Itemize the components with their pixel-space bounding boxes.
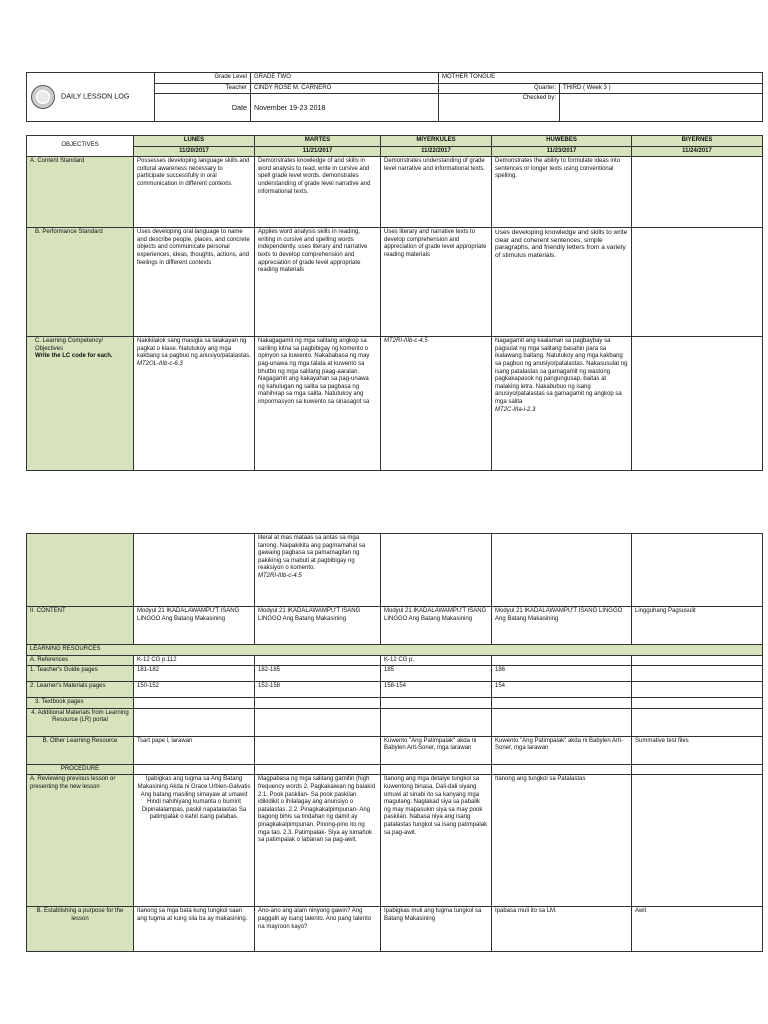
day-date: 11/20/2017 <box>134 146 255 157</box>
procedure-cell <box>381 764 492 775</box>
date-label: Date <box>155 94 251 122</box>
purpose-label: B. Establishing a purpose for the lesson <box>27 907 134 952</box>
other-resources-cell: Kuwento "Ang Patimpalak" akda ni Babylen Arit-Soner, mga larawan <box>381 736 492 764</box>
textbook-cell <box>381 698 492 709</box>
teachers-guide-cell: 182-185 <box>255 666 381 682</box>
day-date: 11/23/2017 <box>492 146 632 157</box>
grade-level-label: Grade Level <box>155 73 251 84</box>
references-label: A. References <box>27 655 134 666</box>
purpose-cell: Ano-ano ang alam ninyong gawin? Ang paggalit ay isang talento. Ano pang talento na mayroon kayo? <box>255 907 381 952</box>
competency-cell <box>492 337 632 471</box>
content-cell: Modyul 21 IKADALAWAMPU'T ISANG LINGGO Ang Batang Makasining <box>381 607 492 645</box>
checked-by-value <box>560 94 763 122</box>
review-cell <box>632 775 763 907</box>
day-date: 11/24/2017 <box>632 146 763 157</box>
content-standard-cell: Demonstrates understanding of grade level narrative and informational texts. <box>381 157 492 228</box>
other-resources-cell <box>255 736 381 764</box>
competency-code: MT2C-IIIa-i-2.3 <box>495 406 536 413</box>
continued-label <box>27 534 134 607</box>
textbook-cell <box>134 698 255 709</box>
continued-cell <box>492 534 632 607</box>
performance-standard-cell: Uses literary and narrative texts to develop comprehension and appreciation of grade level appropriate reading materials <box>381 228 492 337</box>
references-cell: K-12 CG p. <box>381 655 492 666</box>
competency-code: MT2RI-IIIb-c-4.5 <box>384 338 428 345</box>
content-cell: Modyul 21 IKADALAWAMPU'T ISANG LINGGO Ang Batang Makasining <box>492 607 632 645</box>
other-resources-cell: Summative test files <box>632 736 763 764</box>
teacher-value: CINDY ROSE M. CARNERO <box>251 83 439 94</box>
competency-text: Nagagamit ang kaalaman sa pagbaybay sa pagsulat ng mga salitang basahin para sa ikalawang baitang. Natutukoy ang mga kakbang sa pagbuo ng anusiyo/patalastas. Nakasusulat ng isang patalastas sa gamagamit ng wastong pagkakapasok ng pangungusap, baitas at malaking letra. Nakabubuo ng isang anusiyo/patalastas sa gamagamit ng angkop sa mga salita <box>495 338 628 405</box>
learners-materials-cell: 152-158 <box>255 682 381 698</box>
teachers-guide-label: 1. Teacher's Guide pages <box>27 666 134 682</box>
grade-level-value: GRADE TWO <box>251 73 439 84</box>
competency-cell <box>381 337 492 471</box>
additional-materials-cell <box>632 708 763 736</box>
content-standard-label: A. Content Standard <box>27 157 134 228</box>
date-value: November 19-23 2018 <box>251 94 439 122</box>
continued-code: MT2RI-IIIb-c-4.5 <box>258 572 302 579</box>
performance-standard-cell <box>632 228 763 337</box>
competency-cell <box>255 337 381 471</box>
header-table <box>26 72 763 122</box>
additional-materials-label: 4. Additional Materials from Learning Resource (LR) portal <box>27 708 134 736</box>
learners-materials-cell: 150-152 <box>134 682 255 698</box>
objectives-heading: OBJECTIVES <box>27 136 134 157</box>
learners-materials-cell <box>632 682 763 698</box>
day-header: MIYERKULES <box>381 136 492 147</box>
continued-cell <box>134 534 255 607</box>
procedure-heading: PROCEDURE <box>27 764 134 775</box>
learning-resources-heading: LEARNING RESOURCES <box>27 645 763 656</box>
additional-materials-cell <box>381 708 492 736</box>
checked-by-label: Checked by: <box>439 94 560 122</box>
references-cell <box>255 655 381 666</box>
references-cell <box>632 655 763 666</box>
additional-materials-cell <box>492 708 632 736</box>
quarter-value: THIRD ( Week 3 ) <box>560 83 763 94</box>
day-header: HUWEBES <box>492 136 632 147</box>
day-header: BIYERNES <box>632 136 763 147</box>
review-cell: Itanong ang tungkol sa Patalastas <box>492 775 632 907</box>
logo-title: DAILY LESSON LOG <box>61 91 130 101</box>
purpose-cell: Awit <box>632 907 763 952</box>
performance-standard-label: B. Performance Standard <box>27 228 134 337</box>
procedure-cell <box>632 764 763 775</box>
procedure-cell <box>134 764 255 775</box>
other-resources-label: B. Other Learning Resource <box>27 736 134 764</box>
performance-standard-cell: Uses developing knowledge and skills to write clear and coherent sentences, simple paragraphs, and friendly letters from a variety of stimulus materials. <box>492 228 632 337</box>
purpose-cell: Ipabigkas muli ang tugma tungkol sa Batang Makasining <box>381 907 492 952</box>
other-resources-cell: Tsart pape l, larawan <box>134 736 255 764</box>
competency-code: MT2OL-IIIb-c-6.3 <box>137 360 183 367</box>
competency-text: Nakagagamit ng mga salitang angkop sa sariling kitna sa pagbibigay ng komento o opinyon sa kuwento. Nakababasa ng may pag-unawa ng mga talata at kuwento sa bhutbo ng mga salitang paag-aaralan. Nagagamit ang kakayahan sa pag-unawa ng kahulugan ng salita sa pagbasa ng mahihirap sa mga salita. Natutukoy ang impormasyon sa kuwento sa sinasagot sa <box>258 338 370 405</box>
teachers-guide-cell: 181-182 <box>134 666 255 682</box>
deped-seal-icon <box>31 85 55 109</box>
content-standard-cell: Possesses developing language skills and cultural awareness necessary to participate successfully in oral communication in different contexts. <box>134 157 255 228</box>
textbook-cell <box>492 698 632 709</box>
performance-standard-cell: Applies word analysis skills in reading, writing in cursive and spelling words independently. uses literary and narrative texts to develop comprehension and appreciation of grade level appropriate reading materials <box>255 228 381 337</box>
teachers-guide-cell: 186 <box>492 666 632 682</box>
competency-label: C. Learning Competency/ Objectives <box>35 338 104 352</box>
continued-cell <box>632 534 763 607</box>
objectives-table <box>26 135 763 471</box>
day-header: LUNES <box>134 136 255 147</box>
textbook-cell <box>632 698 763 709</box>
content-cell: Lingguhang Pagsusulit <box>632 607 763 645</box>
day-date: 11/21/2017 <box>255 146 381 157</box>
content-standard-cell <box>632 157 763 228</box>
other-resources-cell: Kuwento "Ang Patimpalak" akda ni Babylen Arit-Soner, mga larawan <box>492 736 632 764</box>
additional-materials-cell <box>255 708 381 736</box>
competency-cell <box>134 337 255 471</box>
purpose-cell: Ipabasa muli ito sa LM. <box>492 907 632 952</box>
review-label: A. Reviewing previous lesson or presenting the new lesson <box>27 775 134 907</box>
references-cell <box>492 655 632 666</box>
content-label: II. CONTENT <box>27 607 134 645</box>
content-standard-cell: Demonstrates knowledge of and skills in word analysis to read, write in cursive and spell grade level words. demonstrates understanding of grade level narrative and informational texts. <box>255 157 381 228</box>
textbook-label: 3. Textbook pages <box>27 698 134 709</box>
learners-materials-label: 2. Learner's Materials pages <box>27 682 134 698</box>
day-header: MARTES <box>255 136 381 147</box>
subject-value: MOTHER TONGUE <box>439 73 763 84</box>
learners-materials-cell: 154 <box>492 682 632 698</box>
continued-text: literal at mas mataas sa antas sa mga tanong. Naipakikita ang pagmamahal sa gawaing pagbasa sa pamamagitan ng pakikinig sa mabuti at pagbibigay ng reaksiyon o komento. <box>258 535 366 572</box>
content-standard-cell: Demonstrates the ability to formulate ideas into sentences or longer texts using conventional spelling. <box>492 157 632 228</box>
quarter-label: Quarter: <box>439 83 560 94</box>
teacher-label: Teacher <box>155 83 251 94</box>
additional-materials-cell <box>134 708 255 736</box>
review-cell: Ipabigkas ang tugma sa Ang Batang Makasining Akda ni Grace Urbien-Galvatis Ang batang masiling simayaw at umawit Hindi nahihiyang kumanta o bumirit Dipinalalampas, paskil napatalastas Sa patimpalak o kahit isang palabas. <box>134 775 255 907</box>
teachers-guide-cell: 185 <box>381 666 492 682</box>
content-cell: Modyul 21 IKADALAWAMPU'T ISANG LINGGO Ang Batang Makasining <box>134 607 255 645</box>
procedure-cell <box>255 764 381 775</box>
continued-cell <box>255 534 381 607</box>
procedure-cell <box>492 764 632 775</box>
competency-sublabel: Write the LC code for each. <box>35 353 113 360</box>
review-cell: Itanong ang mga detalye tungkol sa kuwentong binasa. Dali-dali siyang umuwi at sinabi ito sa kanyang mga magulang. Naglakad siya sa pabalik ng may mapasukin siya sa may pook paskilan. Nabasa niya ang isang patalastas tungkol sa isang patimpalak sa pag-awit. <box>381 775 492 907</box>
performance-standard-cell: Uses developing oral language to name and describe people, places, and concrete objects and communicate personal experiences, ideas, thoughts, actions, and feelings in different contexts <box>134 228 255 337</box>
textbook-cell <box>255 698 381 709</box>
content-cell: Modyul 21 IKADALAWAMPU'T ISANG LINGGO Ang Batang Makasining <box>255 607 381 645</box>
logo-cell <box>27 73 155 122</box>
competency-label-cell <box>27 337 134 471</box>
content-table <box>26 533 763 952</box>
day-date: 11/22/2017 <box>381 146 492 157</box>
purpose-cell: Itanong sa mga bata kung tungkol saan ang tugma at kung sila ba ay makasining. <box>134 907 255 952</box>
competency-text: Nakikilalok sang masigla sa talakayan ng pagkat o klase. Natutukoy ang mga kakbang sa pagbuo ng anusiyo/patalastas. <box>137 338 251 360</box>
teachers-guide-cell <box>632 666 763 682</box>
continued-cell <box>381 534 492 607</box>
learners-materials-cell: 158-154 <box>381 682 492 698</box>
references-cell: K-12 CG p.112 <box>134 655 255 666</box>
review-cell: Magpabasa ng mga salitang gamitin (high frequency words 2. Pagkakaiwan ng balakid 2.1. Pook paskilan- Sa pook paskilan idikidikit o ihilalagay ang anunsiyo o patalastas. 2.2. Pinagkakalpimpunan- Ang bagong bihis sa tindahan ng damit ay pinagkakalpimpunan. Pinong-pino ito ng mga tao. 2.3. Patimpalak- Siya ay lumahok sa patimpalak o labanan sa pag-awit. <box>255 775 381 907</box>
competency-cell <box>632 337 763 471</box>
